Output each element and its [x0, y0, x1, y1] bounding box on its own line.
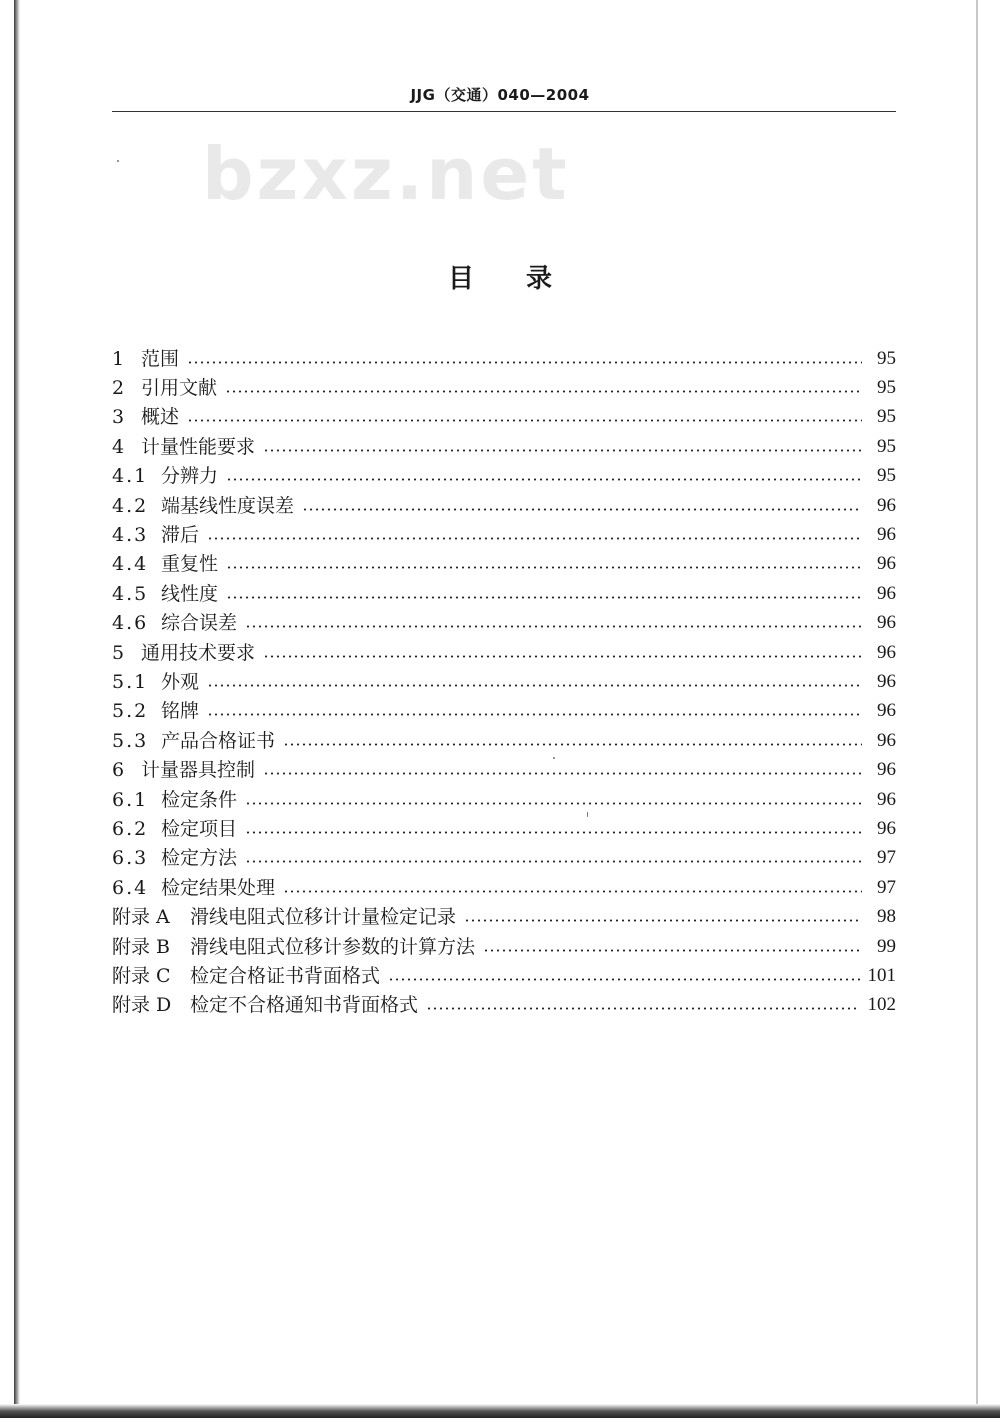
toc-entry-page: 95: [877, 435, 896, 457]
toc-entry-page: 96: [877, 670, 896, 692]
toc-dot-leader: [302, 508, 862, 511]
toc-entry-number: 5.2: [112, 700, 149, 723]
toc-dot-leader: [207, 537, 862, 540]
toc-entry-title: 端基线性度误差: [161, 494, 295, 517]
toc-entry-page: 96: [877, 494, 896, 516]
toc-entry-title: 检定不合格通知书背面格式: [190, 994, 419, 1017]
toc-dot-leader: [245, 625, 862, 628]
toc-entry-label: [112, 964, 380, 988]
toc-entry-label: [112, 817, 237, 841]
toc-entry[interactable]: [112, 491, 896, 520]
toc-entry-number: 4.3: [112, 524, 149, 547]
toc-entry[interactable]: [112, 432, 896, 461]
toc-dot-leader: [426, 1007, 859, 1010]
toc-dot-leader: [207, 684, 862, 687]
toc-entry-number: 6.3: [112, 847, 149, 870]
toc-entry-label: [112, 464, 218, 488]
toc-entry-title: 检定结果处理: [161, 876, 276, 899]
toc-dot-leader: [187, 419, 862, 422]
toc-entry-number: 附录 D: [112, 994, 172, 1017]
toc-entry-number: 附录 A: [112, 906, 170, 929]
toc-entry-number: 附录 C: [112, 964, 171, 987]
toc-entry[interactable]: [112, 579, 896, 608]
toc-entry[interactable]: [112, 638, 896, 667]
document-code-header: JJG（交通）040—2004: [410, 86, 590, 104]
toc-entry-label: [112, 876, 275, 900]
toc-entry-number: 6.1: [112, 788, 149, 811]
toc-dot-leader: [225, 390, 862, 393]
toc-dot-leader: [207, 713, 862, 716]
toc-entry-title: 通用技术要求: [141, 641, 256, 664]
toc-entry-number: 附录 B: [112, 935, 171, 958]
toc-entry[interactable]: [112, 403, 896, 432]
toc-entry-number: 2: [112, 377, 125, 400]
toc-entry[interactable]: [112, 844, 896, 873]
toc-dot-leader: [226, 478, 862, 481]
toc-entry-number: 4.6: [112, 612, 149, 635]
toc-entry-label: [112, 641, 255, 665]
toc-entry-title: 铭牌: [161, 700, 200, 723]
toc-entry-number: 1: [112, 347, 125, 370]
toc-entry[interactable]: [112, 814, 896, 843]
toc-entry[interactable]: [112, 520, 896, 549]
toc-entry-page: 102: [867, 994, 896, 1016]
toc-entry-title: 检定条件: [161, 788, 238, 811]
toc-dot-leader: [263, 655, 862, 658]
toc-entry-label: [112, 758, 255, 782]
toc-entry-label: [112, 523, 199, 547]
toc-entry[interactable]: [112, 609, 896, 638]
toc-dot-leader: [226, 596, 862, 599]
toc-entry-title: 滑线电阻式位移计参数的计算方法: [190, 935, 476, 958]
toc-entry-title: 计量性能要求: [141, 435, 256, 458]
toc-entry[interactable]: [112, 785, 896, 814]
toc-entry[interactable]: [112, 961, 896, 990]
toc-entry-title: 范围: [141, 347, 180, 370]
toc-dot-leader: [245, 831, 862, 834]
toc-entry-number: 4: [112, 435, 125, 458]
toc-entry-page: 95: [877, 406, 896, 428]
toc-entry[interactable]: [112, 902, 896, 931]
toc-entry-label: [112, 552, 218, 576]
toc-dot-leader: [245, 802, 862, 805]
toc-entry-label: [112, 729, 275, 753]
toc-dot-leader: [483, 949, 862, 952]
toc-entry[interactable]: [112, 550, 896, 579]
toc-entry-title: 检定合格证书背面格式: [190, 964, 381, 987]
toc-entry-number: 6: [112, 759, 125, 782]
toc-entry-label: [112, 935, 475, 959]
header-rule: [112, 111, 896, 112]
toc-entry[interactable]: [112, 755, 896, 784]
toc-entry-label: [112, 993, 418, 1017]
toc-entry-number: 5: [112, 641, 125, 664]
toc-entry-page: 97: [877, 847, 896, 869]
toc-entry-label: [112, 376, 217, 400]
toc-entry-title: 滞后: [161, 524, 200, 547]
toc-entry-label: [112, 846, 237, 870]
toc-entry-page: 96: [877, 759, 896, 781]
toc-entry-number: 5.3: [112, 729, 149, 752]
toc-entry-title: 线性度: [161, 582, 219, 605]
table-of-contents: [112, 344, 896, 1020]
toc-dot-leader: [388, 978, 859, 981]
toc-entry-title: 计量器具控制: [141, 759, 256, 782]
toc-entry-page: 96: [877, 788, 896, 810]
toc-title: 目录: [447, 264, 604, 294]
toc-entry[interactable]: [112, 667, 896, 696]
toc-entry-number: 4.1: [112, 465, 149, 488]
watermark: bzxz.net: [202, 132, 570, 216]
toc-entry-number: 6.2: [112, 817, 149, 840]
toc-entry[interactable]: [112, 344, 896, 373]
toc-entry-title: 滑线电阻式位移计计量检定记录: [190, 906, 457, 929]
toc-entry-page: 95: [877, 377, 896, 399]
toc-entry-page: 95: [877, 465, 896, 487]
toc-entry-label: [112, 905, 456, 929]
toc-dot-leader: [283, 743, 862, 746]
toc-dot-leader: [464, 919, 862, 922]
toc-entry-page: 96: [877, 700, 896, 722]
toc-entry[interactable]: [112, 991, 896, 1020]
toc-entry-title: 分辨力: [161, 465, 219, 488]
toc-dot-leader: [283, 890, 862, 893]
toc-dot-leader: [245, 860, 862, 863]
toc-dot-leader: [226, 566, 862, 569]
toc-entry-page: 96: [877, 553, 896, 575]
toc-entry-label: [112, 435, 255, 459]
toc-dot-leader: [187, 361, 862, 364]
toc-dot-leader: [263, 772, 862, 775]
toc-entry-label: [112, 494, 294, 518]
toc-entry-label: [112, 582, 218, 606]
toc-entry-page: 97: [877, 876, 896, 898]
toc-entry-label: [112, 347, 179, 371]
toc-entry-label: [112, 699, 199, 723]
toc-entry-title: 检定项目: [161, 817, 238, 840]
toc-entry-number: 4.2: [112, 494, 149, 517]
toc-entry-page: 96: [877, 729, 896, 751]
toc-entry[interactable]: [112, 462, 896, 491]
toc-entry-label: [112, 611, 237, 635]
toc-entry-page: 101: [867, 964, 896, 986]
page-scan-edge-bottom: [0, 1404, 1000, 1418]
toc-entry[interactable]: [112, 873, 896, 902]
toc-entry-title: 综合误差: [161, 612, 238, 635]
toc-entry-page: 96: [877, 524, 896, 546]
scan-speck: [117, 160, 119, 162]
toc-entry-number: 4.5: [112, 582, 149, 605]
toc-entry-label: [112, 405, 179, 429]
toc-entry-page: 99: [877, 935, 896, 957]
toc-entry[interactable]: [112, 726, 896, 755]
toc-entry[interactable]: [112, 697, 896, 726]
toc-entry-title: 引用文献: [141, 377, 218, 400]
toc-entry-label: [112, 788, 237, 812]
toc-entry-title: 产品合格证书: [161, 729, 276, 752]
toc-entry-title: 重复性: [161, 553, 219, 576]
page-scan-edge-right: [976, 0, 978, 1418]
toc-entry[interactable]: [112, 373, 896, 402]
toc-entry-title: 外观: [161, 670, 200, 693]
toc-entry-page: 96: [877, 817, 896, 839]
toc-entry-number: 5.1: [112, 670, 149, 693]
toc-entry-number: 4.4: [112, 553, 149, 576]
toc-entry-page: 98: [877, 906, 896, 928]
toc-entry-page: 95: [877, 347, 896, 369]
toc-entry-page: 96: [877, 612, 896, 634]
toc-entry-number: 6.4: [112, 876, 149, 899]
toc-entry-number: 3: [112, 406, 125, 429]
toc-entry-page: 96: [877, 641, 896, 663]
toc-entry-title: 检定方法: [161, 847, 238, 870]
toc-dot-leader: [263, 449, 862, 452]
toc-entry-label: [112, 670, 199, 694]
toc-entry-title: 概述: [141, 406, 180, 429]
page-scan-edge-left: [14, 0, 20, 1418]
toc-entry[interactable]: [112, 932, 896, 961]
toc-entry-page: 96: [877, 582, 896, 604]
